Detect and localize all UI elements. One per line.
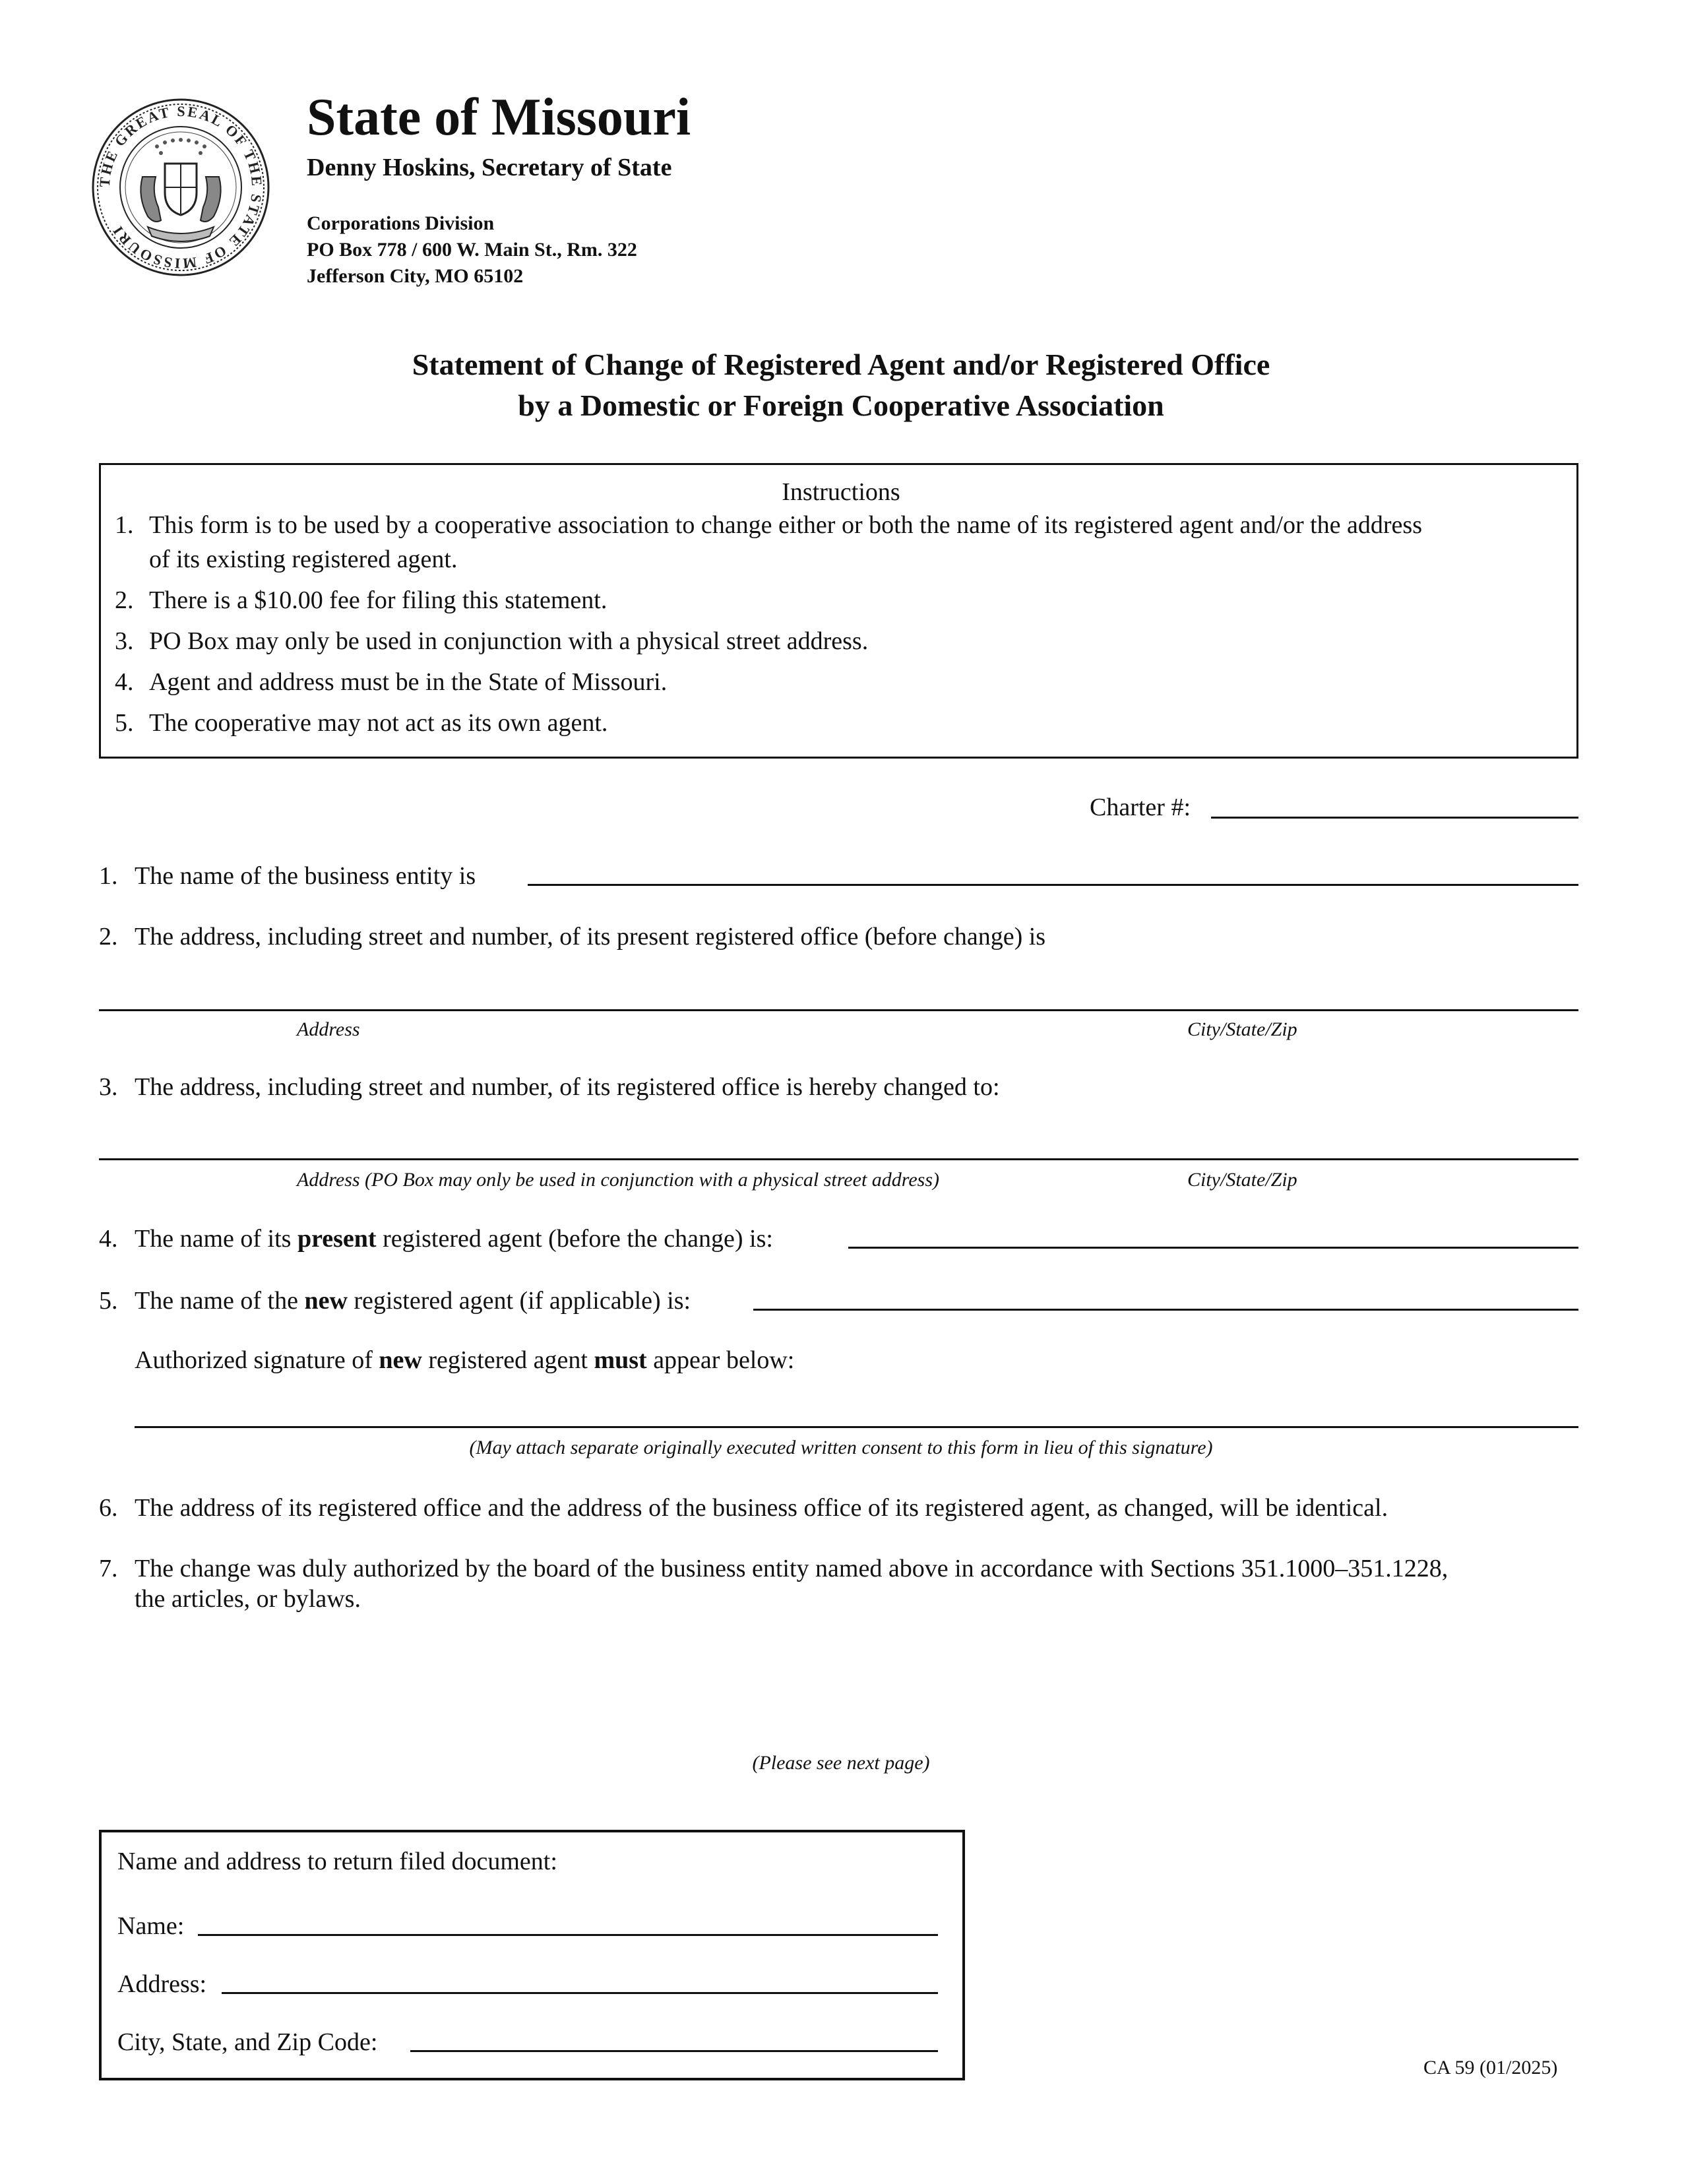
item-number: 4.	[99, 1225, 118, 1253]
authorization-statement: The change was duly authorized by the board of the business entity named above in accordance with Sections 351.1000–351.1228,	[135, 1555, 1448, 1582]
item-number: 2.	[99, 923, 118, 951]
city-address: Jefferson City, MO 65102	[307, 265, 524, 287]
instruction-item: This form is to be used by a cooperative association to change either or both the name of its registered agent and/or the address	[149, 511, 1423, 539]
return-city-label: City, State, and Zip Code:	[117, 2028, 378, 2056]
form-code: CA 59 (01/2025)	[1423, 2057, 1558, 2078]
form-title-line1: Statement of Change of Registered Agent and/or Registered Office	[412, 348, 1270, 381]
seal-text: THE GREAT SEAL OF THE STATE OF MISSOURI	[96, 102, 266, 272]
identical-address-statement: The address of its registered office and the address of the business office of its registered agent, as changed, will be identical.	[135, 1494, 1388, 1522]
division-name: Corporations Division	[307, 212, 495, 234]
new-office-label: The address, including street and number, of its registered office is hereby changed to:	[135, 1073, 1000, 1101]
address-caption: Address (PO Box may only be used in conjunction with a physical street address)	[297, 1169, 939, 1191]
return-box-heading: Name and address to return filed document:	[117, 1848, 557, 1875]
charter-number-field[interactable]	[1211, 817, 1578, 819]
secretary-name: Denny Hoskins, Secretary of State	[307, 154, 672, 181]
agent-signature-field[interactable]	[135, 1426, 1578, 1428]
instructions-heading: Instructions	[782, 478, 900, 506]
instruction-number: 2.	[115, 586, 134, 614]
new-agent-field[interactable]	[753, 1309, 1578, 1311]
return-city-field[interactable]	[410, 2050, 938, 2052]
business-name-field[interactable]	[528, 884, 1578, 886]
item-number: 6.	[99, 1494, 118, 1522]
new-agent-label: The name of the new registered agent (if applicable) is:	[135, 1287, 691, 1315]
item-number: 3.	[99, 1073, 118, 1101]
instruction-item-continued: of its existing registered agent.	[149, 546, 458, 573]
agency-title: State of Missouri	[307, 88, 691, 146]
signature-label: Authorized signature of new registered agent must appear below:	[135, 1346, 795, 1374]
item-number: 7.	[99, 1555, 118, 1582]
form-title-line2: by a Domestic or Foreign Cooperative Association	[518, 389, 1164, 422]
return-address-field[interactable]	[222, 1992, 938, 1994]
instruction-number: 3.	[115, 627, 134, 655]
instruction-item: PO Box may only be used in conjunction with a physical street address.	[149, 627, 869, 655]
signature-caption: (May attach separate originally executed written consent to this form in lieu of this signature)	[469, 1437, 1213, 1458]
item-number: 1.	[99, 862, 118, 890]
present-office-address-field[interactable]	[99, 1009, 1578, 1011]
return-name-label: Name:	[117, 1912, 185, 1940]
city-state-zip-caption: City/State/Zip	[1187, 1169, 1297, 1191]
charter-label: Charter #:	[1090, 794, 1191, 821]
instruction-number: 4.	[115, 668, 134, 696]
instruction-item: There is a $10.00 fee for filing this statement.	[149, 586, 607, 614]
state-seal-icon	[91, 98, 270, 277]
new-office-address-field[interactable]	[99, 1158, 1578, 1160]
instruction-item: The cooperative may not act as its own agent.	[149, 709, 608, 737]
present-office-label: The address, including street and number, of its present registered office (before change) is	[135, 923, 1046, 951]
city-state-zip-caption: City/State/Zip	[1187, 1018, 1297, 1040]
item-number: 5.	[99, 1287, 118, 1315]
present-agent-field[interactable]	[848, 1247, 1578, 1249]
next-page-note: (Please see next page)	[752, 1752, 930, 1774]
authorization-statement-continued: the articles, or bylaws.	[135, 1585, 361, 1613]
return-address-label: Address:	[117, 1970, 207, 1998]
instruction-number: 5.	[115, 709, 134, 737]
present-agent-label: The name of its present registered agent (before the change) is:	[135, 1225, 773, 1253]
instruction-item: Agent and address must be in the State of Missouri.	[149, 668, 668, 696]
return-name-field[interactable]	[198, 1934, 938, 1936]
mailing-address: PO Box 778 / 600 W. Main St., Rm. 322	[307, 239, 637, 261]
business-name-label: The name of the business entity is	[135, 862, 476, 890]
instruction-number: 1.	[115, 511, 134, 539]
address-caption: Address	[297, 1018, 360, 1040]
